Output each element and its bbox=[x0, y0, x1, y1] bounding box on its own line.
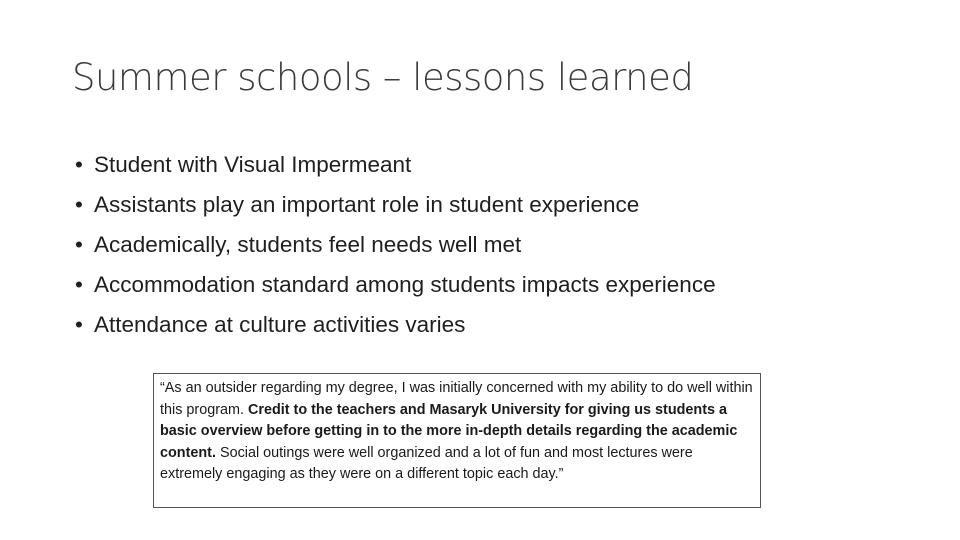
bullet-text: Assistants play an important role in student experience bbox=[94, 192, 640, 217]
bullet-text: Student with Visual Impermeant bbox=[94, 152, 412, 177]
student-quote-box bbox=[153, 373, 761, 508]
student-quote bbox=[160, 378, 756, 486]
quote-closing: Social outings were well organized and a lot of fun and most lectures were extremely engaging as they were on a different topic each day.” bbox=[160, 444, 693, 482]
bullet-list bbox=[72, 145, 892, 345]
bullet-item bbox=[72, 305, 892, 345]
bullet-text: Attendance at culture activities varies bbox=[94, 312, 466, 337]
bullet-item bbox=[72, 185, 892, 225]
bullet-dot-icon: • bbox=[75, 152, 83, 177]
bullet-dot-icon: • bbox=[75, 192, 83, 217]
bullet-text: Academically, students feel needs well met bbox=[94, 232, 522, 257]
quote-intro: “As an outsider regarding my degree, I was initially concerned with my ability to do well within this program. bbox=[160, 380, 753, 418]
bullet-item bbox=[72, 145, 892, 185]
bullet-dot-icon: • bbox=[75, 232, 83, 257]
bullet-item bbox=[72, 265, 892, 305]
bullet-text: Accommodation standard among students impacts experience bbox=[94, 272, 716, 297]
bullet-dot-icon: • bbox=[75, 272, 83, 297]
quote-emphasis: Credit to the teachers and Masaryk University for giving us students a basic overview before getting in to the more in-depth details regarding the academic content. bbox=[160, 401, 738, 461]
bullet-dot-icon: • bbox=[75, 312, 83, 337]
bullet-item bbox=[72, 225, 892, 265]
slide-title: Summer schools – lessons learned bbox=[72, 56, 694, 99]
